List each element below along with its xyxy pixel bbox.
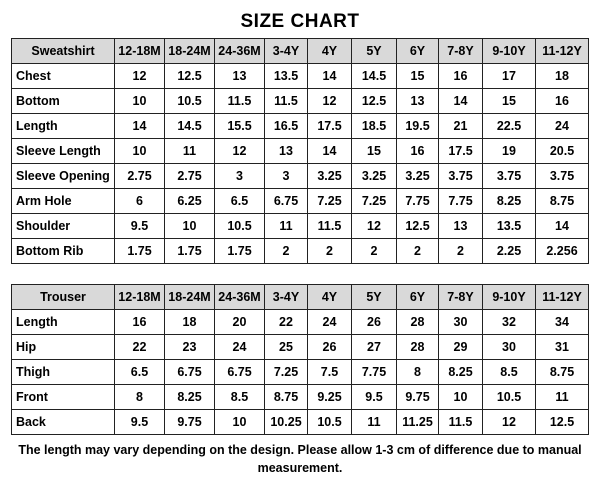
size-column-header: 7-8Y <box>439 39 483 64</box>
measurement-value: 16.5 <box>265 114 308 139</box>
measurement-value: 15 <box>483 89 536 114</box>
measurement-value: 23 <box>165 335 215 360</box>
measurement-value: 8.25 <box>483 189 536 214</box>
measurement-value: 14.5 <box>352 64 397 89</box>
size-column-header: 4Y <box>308 285 352 310</box>
size-column-header: 7-8Y <box>439 285 483 310</box>
measurement-value: 14 <box>536 214 589 239</box>
sweatshirt-heading: Sweatshirt <box>12 39 115 64</box>
measurement-value: 19.5 <box>397 114 439 139</box>
measurement-value: 9.5 <box>115 214 165 239</box>
measurement-label: Bottom Rib <box>12 239 115 264</box>
measurement-value: 15 <box>352 139 397 164</box>
measurement-value: 14 <box>115 114 165 139</box>
measurement-value: 7.25 <box>352 189 397 214</box>
measurement-value: 11 <box>165 139 215 164</box>
measurement-value: 16 <box>536 89 589 114</box>
measurement-value: 27 <box>352 335 397 360</box>
measurement-value: 12 <box>115 64 165 89</box>
measurement-value: 10.5 <box>165 89 215 114</box>
measurement-value: 17 <box>483 64 536 89</box>
measurement-label: Back <box>12 410 115 435</box>
measurement-value: 7.25 <box>265 360 308 385</box>
measurement-label: Shoulder <box>12 214 115 239</box>
measurement-value: 34 <box>536 310 589 335</box>
measurement-value: 12 <box>483 410 536 435</box>
measurement-value: 26 <box>352 310 397 335</box>
measurement-value: 13 <box>439 214 483 239</box>
measurement-value: 2.25 <box>483 239 536 264</box>
measurement-value: 18 <box>536 64 589 89</box>
measurement-label: Front <box>12 385 115 410</box>
measurement-value: 2.75 <box>115 164 165 189</box>
table-row <box>12 385 589 410</box>
measurement-value: 8.75 <box>536 189 589 214</box>
measurement-value: 7.75 <box>439 189 483 214</box>
measurement-label: Length <box>12 310 115 335</box>
measurement-value: 6.5 <box>115 360 165 385</box>
measurement-value: 12.5 <box>352 89 397 114</box>
measurement-value: 20 <box>215 310 265 335</box>
table-row <box>12 64 589 89</box>
measurement-value: 1.75 <box>215 239 265 264</box>
measurement-value: 9.75 <box>397 385 439 410</box>
measurement-value: 24 <box>536 114 589 139</box>
measurement-value: 2.256 <box>536 239 589 264</box>
measurement-value: 2 <box>308 239 352 264</box>
size-column-header: 18-24M <box>165 285 215 310</box>
measurement-value: 16 <box>439 64 483 89</box>
measurement-value: 19 <box>483 139 536 164</box>
measurement-value: 12 <box>215 139 265 164</box>
measurement-value: 9.5 <box>352 385 397 410</box>
table-row <box>12 360 589 385</box>
size-column-header: 3-4Y <box>265 39 308 64</box>
measurement-value: 3.25 <box>352 164 397 189</box>
measurement-value: 11.5 <box>215 89 265 114</box>
measurement-value: 22.5 <box>483 114 536 139</box>
measurement-value: 13.5 <box>483 214 536 239</box>
measurement-value: 3 <box>215 164 265 189</box>
measurement-value: 6.5 <box>215 189 265 214</box>
measurement-value: 17.5 <box>308 114 352 139</box>
measurement-label: Arm Hole <box>12 189 115 214</box>
measurement-value: 26 <box>308 335 352 360</box>
measurement-value: 12.5 <box>397 214 439 239</box>
measurement-value: 29 <box>439 335 483 360</box>
table-row <box>12 164 589 189</box>
measurement-value: 7.75 <box>397 189 439 214</box>
measurement-value: 11.5 <box>439 410 483 435</box>
measurement-value: 3 <box>265 164 308 189</box>
measurement-value: 30 <box>439 310 483 335</box>
measurement-label: Chest <box>12 64 115 89</box>
measurement-value: 32 <box>483 310 536 335</box>
measurement-value: 8.25 <box>165 385 215 410</box>
measurement-value: 6 <box>115 189 165 214</box>
measurement-value: 3.75 <box>483 164 536 189</box>
measurement-value: 13 <box>397 89 439 114</box>
measurement-value: 11.5 <box>308 214 352 239</box>
trouser-heading: Trouser <box>12 285 115 310</box>
measurement-value: 2 <box>265 239 308 264</box>
table-row <box>12 239 589 264</box>
measurement-value: 15.5 <box>215 114 265 139</box>
size-column-header: 5Y <box>352 285 397 310</box>
size-column-header: 3-4Y <box>265 285 308 310</box>
measurement-value: 8.75 <box>536 360 589 385</box>
size-column-header: 9-10Y <box>483 39 536 64</box>
measurement-value: 8.25 <box>439 360 483 385</box>
measurement-value: 14 <box>308 139 352 164</box>
measurement-value: 28 <box>397 335 439 360</box>
measurement-note: The length may vary depending on the design. Please allow 1-3 cm of difference due to manual measurement. <box>18 443 582 475</box>
measurement-value: 2 <box>397 239 439 264</box>
measurement-value: 11.25 <box>397 410 439 435</box>
measurement-label: Length <box>12 114 115 139</box>
measurement-label: Sleeve Length <box>12 139 115 164</box>
size-column-header: 6Y <box>397 39 439 64</box>
measurement-value: 31 <box>536 335 589 360</box>
size-column-header: 18-24M <box>165 39 215 64</box>
table-row <box>12 114 589 139</box>
measurement-value: 9.25 <box>308 385 352 410</box>
measurement-value: 30 <box>483 335 536 360</box>
measurement-value: 6.25 <box>165 189 215 214</box>
size-column-header: 5Y <box>352 39 397 64</box>
measurement-value: 1.75 <box>165 239 215 264</box>
measurement-value: 17.5 <box>439 139 483 164</box>
measurement-value: 10.25 <box>265 410 308 435</box>
measurement-value: 9.75 <box>165 410 215 435</box>
size-column-header: 11-12Y <box>536 39 589 64</box>
measurement-value: 11 <box>265 214 308 239</box>
measurement-value: 10.5 <box>215 214 265 239</box>
measurement-value: 20.5 <box>536 139 589 164</box>
measurement-value: 1.75 <box>115 239 165 264</box>
sweatshirt-size-table <box>11 38 589 264</box>
measurement-value: 7.75 <box>352 360 397 385</box>
table-header-row <box>12 39 589 64</box>
measurement-value: 6.75 <box>215 360 265 385</box>
measurement-value: 18 <box>165 310 215 335</box>
trouser-size-table <box>11 284 589 435</box>
measurement-value: 10 <box>165 214 215 239</box>
measurement-value: 14 <box>308 64 352 89</box>
measurement-value: 25 <box>265 335 308 360</box>
measurement-label: Thigh <box>12 360 115 385</box>
table-row <box>12 139 589 164</box>
measurement-value: 13 <box>215 64 265 89</box>
size-column-header: 12-18M <box>115 39 165 64</box>
measurement-value: 3.25 <box>308 164 352 189</box>
measurement-value: 28 <box>397 310 439 335</box>
measurement-value: 10 <box>115 139 165 164</box>
measurement-value: 6.75 <box>265 189 308 214</box>
size-column-header: 12-18M <box>115 285 165 310</box>
measurement-value: 24 <box>308 310 352 335</box>
table-row <box>12 335 589 360</box>
measurement-value: 9.5 <box>115 410 165 435</box>
measurement-value: 15 <box>397 64 439 89</box>
page-title: SIZE CHART <box>240 11 360 32</box>
measurement-value: 6.75 <box>165 360 215 385</box>
measurement-value: 8.75 <box>265 385 308 410</box>
measurement-value: 7.5 <box>308 360 352 385</box>
measurement-value: 22 <box>115 335 165 360</box>
measurement-value: 11 <box>352 410 397 435</box>
table-row <box>12 310 589 335</box>
measurement-value: 12.5 <box>536 410 589 435</box>
size-column-header: 11-12Y <box>536 285 589 310</box>
measurement-value: 13.5 <box>265 64 308 89</box>
measurement-value: 16 <box>115 310 165 335</box>
measurement-value: 10 <box>115 89 165 114</box>
measurement-value: 10.5 <box>308 410 352 435</box>
measurement-value: 22 <box>265 310 308 335</box>
measurement-value: 7.25 <box>308 189 352 214</box>
measurement-value: 11 <box>536 385 589 410</box>
size-column-header: 6Y <box>397 285 439 310</box>
measurement-value: 10 <box>215 410 265 435</box>
measurement-value: 11.5 <box>265 89 308 114</box>
table-row <box>12 410 589 435</box>
measurement-value: 3.75 <box>439 164 483 189</box>
measurement-label: Sleeve Opening <box>12 164 115 189</box>
measurement-value: 3.25 <box>397 164 439 189</box>
measurement-value: 14.5 <box>165 114 215 139</box>
table-row <box>12 89 589 114</box>
size-column-header: 24-36M <box>215 39 265 64</box>
measurement-label: Hip <box>12 335 115 360</box>
measurement-value: 24 <box>215 335 265 360</box>
measurement-value: 14 <box>439 89 483 114</box>
measurement-value: 12 <box>308 89 352 114</box>
measurement-value: 18.5 <box>352 114 397 139</box>
table-row <box>12 214 589 239</box>
size-column-header: 4Y <box>308 39 352 64</box>
measurement-value: 3.75 <box>536 164 589 189</box>
measurement-value: 10 <box>439 385 483 410</box>
measurement-value: 12 <box>352 214 397 239</box>
table-header-row <box>12 285 589 310</box>
measurement-value: 8.5 <box>483 360 536 385</box>
measurement-value: 8 <box>397 360 439 385</box>
measurement-value: 8 <box>115 385 165 410</box>
measurement-value: 12.5 <box>165 64 215 89</box>
measurement-value: 2 <box>439 239 483 264</box>
measurement-value: 2.75 <box>165 164 215 189</box>
size-column-header: 24-36M <box>215 285 265 310</box>
size-column-header: 9-10Y <box>483 285 536 310</box>
measurement-value: 8.5 <box>215 385 265 410</box>
measurement-value: 2 <box>352 239 397 264</box>
measurement-value: 13 <box>265 139 308 164</box>
measurement-value: 16 <box>397 139 439 164</box>
table-row <box>12 189 589 214</box>
measurement-value: 10.5 <box>483 385 536 410</box>
measurement-label: Bottom <box>12 89 115 114</box>
measurement-value: 21 <box>439 114 483 139</box>
